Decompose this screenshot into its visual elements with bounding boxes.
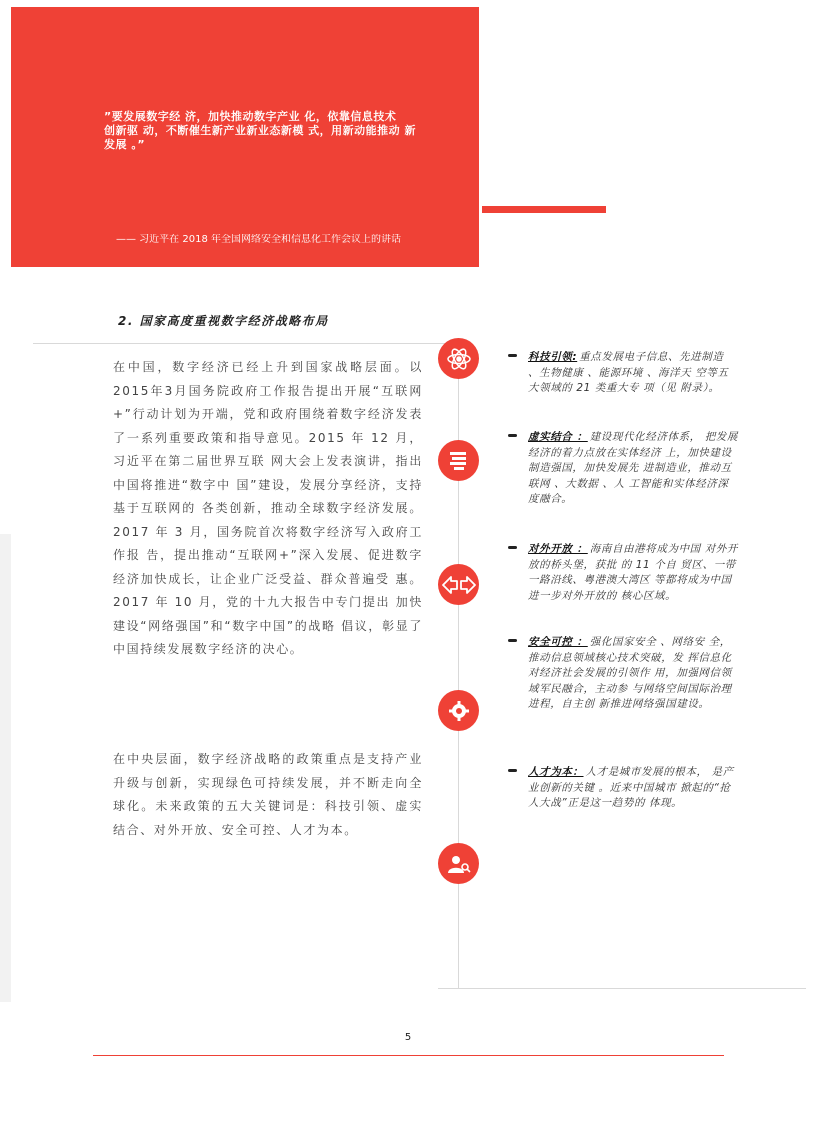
policy-item-opening-up: [508, 542, 738, 604]
divider-bottom: [438, 988, 806, 989]
footer-divider: [93, 1055, 724, 1056]
gear-icon: [438, 690, 479, 731]
policy-head: 安全可控 ：: [528, 636, 588, 648]
divider-top: [33, 343, 458, 344]
policy-item-real-virtual: [508, 430, 738, 508]
policy-body: 海南自由港将成为中国 对外开放的桥头堡，获批 的 11 个自 贸区、一带一路沿线、粤港澳大湾区 等都将成为中国进一步对外开放的 核心区域。: [528, 543, 739, 602]
policy-item-talent: [508, 765, 738, 812]
bullet: [508, 546, 517, 549]
body-paragraph-2: 在中央层面，数字经济战略的政策重点是支持产业升级与创新，实现绿色可持续发展，并不断走向全球化。未来政策的五大关键词是：科技引领、虚实结合、对外开放、安全可控、人才为本。: [113, 752, 423, 837]
exchange-arrows-icon: [438, 564, 479, 605]
user-search-icon: [438, 843, 479, 884]
policy-body: 重点发展电子信息、先进制造 、生物健康 、能源环境 、海洋天 空等五大领域的 21 类重大专 项（见 附录）。: [528, 351, 729, 394]
quote-line-1: ”要发展数字经 济，加快推动数字产业 化，依靠信息技术: [104, 110, 397, 123]
quote-text: [104, 110, 426, 152]
policy-head: 科技引领:: [528, 351, 578, 363]
atom-icon: [438, 338, 479, 379]
policy-head: 人才为本：: [528, 766, 584, 778]
body-paragraph-1: 在中国，数字经济已经上升到国家战略层面。以2015年3月国务院政府工作报告提出开展“互联网+”行动计划为开端，党和政府围绕着数字经济发表了一系列重要政策和指导意见。2015 年 12 月，习近平在第二届世界互联 网大会上发表演讲，指出中国将推进“数字中 国”建设，发展分享经济，支持基于互联网的 各类创新，推动全球数字经济发展。2017 年 3 月，国务院首次将数字经济写入政府工作报 告，提出推动“互联网+”深入发展、促进数字 经济加快成长，让企业广泛受益、群众普遍受 惠。2017 年 10 月，党的十九大报告中专门提出 加快建设“网络强国”和“数字中国”的战略 倡议，彰显了中国持续发展数字经济的决心。: [113, 360, 423, 656]
side-margin-shade: [0, 534, 11, 1002]
policy-item-security: [508, 635, 738, 713]
policy-head: 对外开放 ：: [528, 543, 588, 555]
policy-item-tech-lead: [508, 350, 738, 397]
accent-bar-right: [482, 206, 606, 213]
page-number: 5: [404, 1032, 412, 1043]
policy-body: 强化国家安全 、网络安 全，推动信息领域核心技术突破，发 挥信息化对经济社会发展的引领作 用，加强网信领域军民融合，主动参 与网络空间国际治理进程，自主创 新推进网络强国建设。: [528, 636, 732, 710]
quote-attribution: —— 习近平在 2018 年全国网络安全和信息化工作会议上的讲话: [116, 234, 401, 245]
policy-head: 虚实结合 ：: [528, 431, 588, 443]
server-icon: [438, 440, 479, 481]
section-title: 2. 国家高度重视数字经济战略布局: [118, 314, 329, 328]
bullet: [508, 354, 517, 357]
policy-body: 建设现代化经济体系， 把发展经济的着力点放在实体经济 上，加快建设制造强国，加快发展先 进制造业，推动互联网 、大数据 、人 工智能和实体经济深度融合。: [528, 431, 739, 505]
bullet: [508, 639, 517, 642]
accent-bar-left: [377, 206, 479, 213]
policy-body: 人才是城市发展的根本， 是产业创新的关键 。近来中国城市 掀起的“抢人大战”正是这一趋势的 体现。: [528, 766, 734, 809]
bullet: [508, 434, 517, 437]
quote-line-2: 创新驱 动，不断催生新产业新业态新模 式，用新动能推动 新发展 。”: [104, 124, 416, 151]
bullet: [508, 769, 517, 772]
